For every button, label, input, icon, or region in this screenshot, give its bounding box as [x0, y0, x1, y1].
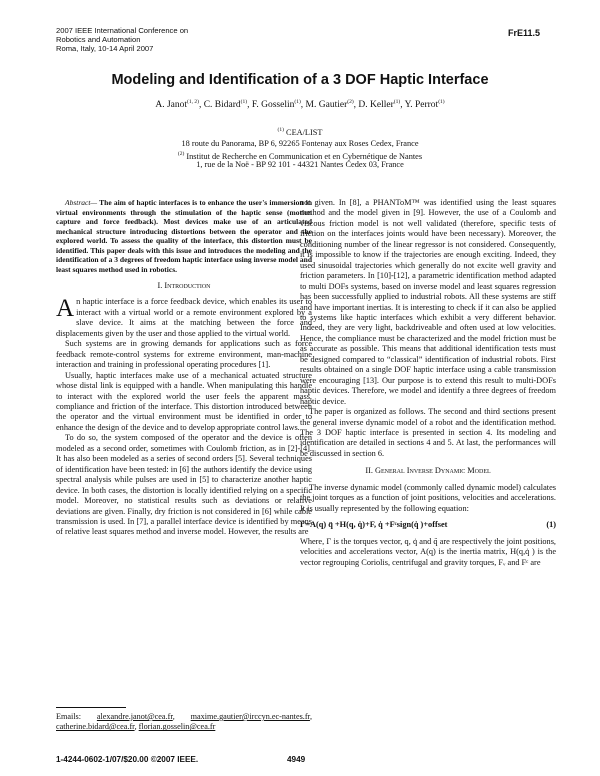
header-line-2: Robotics and Automation — [56, 35, 141, 44]
intro-paragraph-4: To do so, the system composed of the operator and the device is often modeled as a second order, sometimes with Coulomb friction, as in [2]-[4]. It has also been modeled as a series of second orders [5]. Several techniques of identification have been tested: in [6] the authors identify the device using spectral analysis while pulses are used in [5] to characterize another haptic device. In both cases, the distortion is locally identified relying on a specific model. Moreover, no statistical results such as deviations or relative deviations are given. Finally, dry friction is not considered in [6] while cable transmission is used. In [7], a parallel interface device is identified by means of relative least squares method and inverse model. However, the results are — [56, 433, 312, 537]
emails-label: Emails: — [56, 712, 82, 721]
affiliation-1-address: 18 route du Panorama, BP 6, 92265 Fontenay aux Roses Cedex, France — [181, 139, 419, 148]
email-link-gosselin[interactable]: florian.gosselin@cea.fr — [138, 722, 216, 732]
author-name: Y. Perrot — [404, 100, 439, 111]
col2-paragraph-1: not given. In [8], a PHANToM™ was identified using the least squares method and the model given in [9]. However, the use of a Coulomb and viscous friction model is not well validated (therefore, specific tests of friction on the interfaces joints would have been necessary). Moreover, the conditioning number of the linear regressor is not considered. Consequently, it is impossible to know if the trajectories are enough exciting. Indeed, they used sinusoidal trajectories which generally do not excite well gravity and friction parameters. In [10]-[12], a parametric identification method adapted to multi DOFs systems, based on inverse model and least squares regression has been successfully applied to industrial robots. All these systems are stiff and have important inertias. It is interesting to check if it can also be applied to systems like haptic interfaces which exhibit a very different behavior. Indeed, they are very light, backdriveable and often used at low velocities. Hence, the compliance must be characterized and the model friction must be as accurate as possible. This means that additional identification tests must be designed compared to “classical” identification of industrial robots. First results obtained on a single DOF haptic interface using a cable transmission were encouraging [13]. Our purpose is to extend this result to multi-DOFs haptic devices. Therefore, we model and identify a three degrees of freedom haptic device. — [300, 198, 556, 406]
intro-paragraph-3: Usually, haptic interfaces make use of a mechanical actuated structure whose distal link is equipped with a handle. When manipulating this handle to interact with the explored world the user feels the apparent mass, compliance and friction of the interface. This distortion introduced between the operator and the virtual environment must be identified in order to enhance the design of the device and to develop appropriate control laws. — [56, 370, 312, 432]
paper-title: Modeling and Identification of a 3 DOF Haptic Interface — [111, 72, 489, 88]
section-1-heading: I. Introduction — [157, 281, 211, 290]
abstract-text: The aim of haptic interfaces is to enhance the user's immersion in virtual environments through the stimulation of the haptic sense (motion capture and force feedback). Most devices make use of an articulated mechanical structure introducing distortions between the operator and the explored world. To assess the quality of the interface, this distortion must be identified. This paper deals with this issue and introduces the modeling and the identification of a 3 degrees of freedom haptic interface using inverse model and least squares method used in robotics. — [56, 198, 312, 274]
abstract — [56, 198, 312, 274]
header-line-3: Roma, Italy, 10-14 April 2007 — [56, 44, 154, 53]
drop-cap: A — [56, 295, 75, 323]
affiliation-2-name: $^{(2)}$ Institut de Recherche en Communication et en Cybernétique de Nantes — [177, 151, 423, 161]
author-name: F. Gosselin — [251, 100, 295, 111]
left-column — [56, 198, 312, 538]
equation-body: Γ=A(q) q̈ +H(q, q̇)+F, q̇ +Fᶜsign(q̇ )+offset — [300, 520, 448, 530]
affiliation-2-address: 1, rue de la Noë - BP 92 101 - 44321 Nantes Cedex 03, France — [196, 160, 404, 169]
affiliation-1-name: $^{(1)}$ CEA/LIST — [277, 127, 323, 137]
email-link-bidard[interactable]: catherine.bidard@cea.fr — [56, 722, 135, 732]
author-affiliation-mark: (1) — [438, 99, 445, 105]
equation-1 — [300, 520, 556, 530]
section-2-paragraph-2: Where, Γ is the torques vector, q, q̇ and q̈ are respectively the joint positions, velocities and accelerations vector, A(q) is the inertia matrix, H(q,q̇ ) is the vector regrouping Coriolis, centrifugal and gravity torques, Fᵥ and Fᶜ are — [300, 536, 556, 567]
paper-code: FrE11.5 — [508, 28, 541, 38]
header-line-1: 2007 IEEE International Conference on — [56, 26, 189, 35]
page-number: 4949 — [287, 755, 306, 764]
section-2-paragraph-1: The inverse dynamic model (commonly called dynamic model) calculates the joint torques as a function of joint positions, velocities and accelerations. It is usually represented by the following equation: — [300, 482, 556, 513]
isbn-copyright: 1-4244-0602-1/07/$20.00 ©2007 IEEE. — [56, 755, 199, 764]
author-affiliation-mark: (1) — [393, 99, 401, 105]
author-affiliation-mark: (1) — [294, 99, 301, 105]
author-affiliation-mark: (1, 2) — [187, 99, 199, 105]
author-name: C. Bidard — [203, 100, 241, 111]
intro-paragraph-1: An haptic interface is a force feedback device, which enables its user to interact with a virtual world or a remote environment explored by a slave device. It aims at the matching between the force and displacements given by the user and those applied to the virtual world. — [56, 295, 312, 338]
right-column — [300, 198, 556, 568]
section-2-heading: II. General Inverse Dynamic Model — [365, 466, 491, 476]
footnote-emails: Emails: alexandre.janot@cea.fr, maxime.gautier@irccyn.ec-nantes.fr, catherine.bidard@cea.fr, florian.gosselin@cea.fr — [56, 712, 312, 732]
author-name: A. Janot — [155, 100, 188, 111]
author-name: D. Keller — [358, 100, 394, 111]
email-link-gautier[interactable]: maxime.gautier@irccyn.ec-nantes.fr — [190, 712, 310, 721]
author-name: M. Gautier — [305, 100, 348, 111]
conference-header — [56, 26, 188, 53]
intro-paragraph-2: Such systems are in growing demands for applications such as force feedback remote-control systems for extreme environment, man-machine interaction and training in professional operating procedures [1]. — [56, 339, 312, 370]
email-link-janot[interactable]: alexandre.janot@cea.fr — [96, 712, 173, 721]
author-list: A. Janot$^{(1, 2)}$, C. Bidard$^{(1)}$, F. Gosselin$^{(1)}$, M. Gautier$^{(2)}$, D. Keller$^{(1)}$, Y. Perrot$^{(1)}$ — [155, 99, 445, 111]
footnote-rule — [56, 707, 126, 708]
author-affiliation-mark: (1) — [240, 99, 248, 105]
equation-number: (1) — [546, 520, 556, 530]
abstract-label: Abstract— — [65, 198, 98, 207]
col2-paragraph-2: The paper is organized as follows. The second and third sections present the general inverse dynamic model of a robot and the identification method. The 3 DOF haptic interface is presented in section 4. Its modeling and identification are detailed in sections 4 and 5. At last, the performances will be discussed in section 6. — [300, 407, 556, 458]
author-affiliation-mark: (2) — [347, 99, 354, 105]
